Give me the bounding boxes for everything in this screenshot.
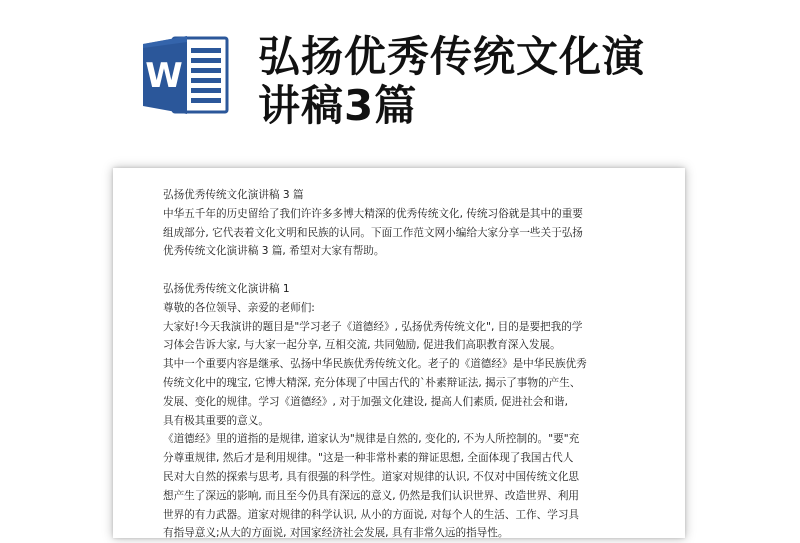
blank-line xyxy=(163,261,639,280)
document-body xyxy=(163,186,639,543)
document-line: 有指导意义;从大的方面说, 对国家经济社会发展, 具有非常久远的指导性。 xyxy=(163,527,509,540)
document-line: 习体会告诉大家, 与大家一起分享, 互相交流, 共同勉励, 促进我们高职教育深入发展。 xyxy=(163,339,561,352)
document-line: 大家好!今天我演讲的题目是"学习老子《道德经》, 弘扬优秀传统文化", 目的是要把我的学 xyxy=(163,320,583,333)
document-line: 发展、变化的规律。学习《道德经》, 对于加强文化建设, 提高人们素质, 促进社会和谐, xyxy=(163,395,568,408)
document-line: 想产生了深远的影响, 而且至今仍具有深远的意义, 仍然是我们认识世界、改造世界、利用 xyxy=(163,489,580,502)
document-line: 传统文化中的瑰宝, 它博大精深, 充分体现了中国古代的`朴素辩证法, 揭示了事物的产生、 xyxy=(163,376,581,389)
page-title xyxy=(258,32,778,130)
document-line: 弘扬优秀传统文化演讲稿 3 篇 xyxy=(163,189,304,201)
header-banner xyxy=(0,0,800,160)
document-line: 《道德经》里的道指的是规律, 道家认为"规律是自然的, 变化的, 不为人所控制的。"要"充 xyxy=(163,433,580,446)
document-line: 民对大自然的探索与思考, 具有很强的科学性。道家对规律的认识, 不仅对中国传统文化思 xyxy=(163,470,580,483)
document-line: 组成部分, 它代表着文化文明和民族的认同。下面工作范文网小编给大家分享一些关于弘扬 xyxy=(163,226,583,239)
document-line: 世界的有力武器。道家对规律的科学认识, 从小的方面说, 对每个人的生活、工作、学习具 xyxy=(163,508,580,521)
document-page xyxy=(113,168,685,538)
document-line: 其中一个重要内容是继承、弘扬中华民族优秀传统文化。老子的《道德经》是中华民族优秀 xyxy=(163,358,587,371)
document-line: 分尊重规律, 然后才是利用规律。"这是一种非常朴素的辩证思想, 全面体现了我国古代人 xyxy=(163,452,574,465)
document-line: 尊敬的各位领导、亲爱的老师们: xyxy=(163,301,315,314)
document-line: 中华五千年的历史留给了我们许许多多博大精深的优秀传统文化, 传统习俗就是其中的重要 xyxy=(163,207,583,220)
document-line: 优秀传统文化演讲稿 3 篇, 希望对大家有帮助。 xyxy=(163,245,385,258)
document-line: 弘扬优秀传统文化演讲稿 1 xyxy=(163,282,290,295)
word-document-icon xyxy=(143,34,229,116)
title-line-2: 讲稿3篇 xyxy=(258,81,418,130)
document-line: 具有极其重要的意义。 xyxy=(163,414,269,427)
word-icon-letter: W xyxy=(145,56,183,96)
title-line-1: 弘扬优秀传统文化演 xyxy=(258,32,646,81)
